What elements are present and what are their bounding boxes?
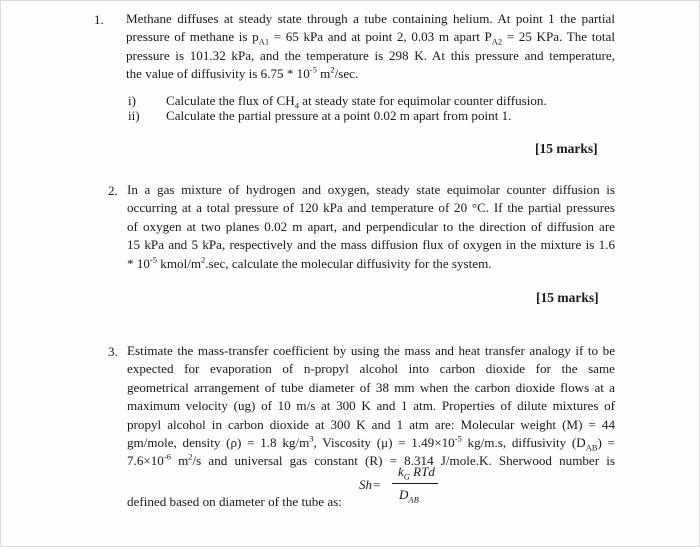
q3-line-5: propyl alcohol in carbon dioxide at 300 K and 1 atm are: Molecular weight (M) = 44 xyxy=(127,416,615,432)
question-2-text xyxy=(127,181,615,273)
q1-subitem-ii-text: Calculate the partial pressure at a point 0.02 m apart from point 1. xyxy=(166,108,512,123)
q1-subitem-i-text: Calculate the flux of $CH_4$ at steady state for equimolar counter diffusion. xyxy=(166,93,547,111)
question-2-number: 2. xyxy=(108,183,118,198)
q2-line-2: occurring at a total pressure of 120 kPa and temperature of 20 °C. If the partial pressures xyxy=(127,200,615,216)
q1-marks: [15 marks] xyxy=(535,141,598,156)
question-1-text xyxy=(126,10,615,84)
question-1-number: 1. xyxy=(94,12,104,27)
q3-line-1: Estimate the mass-transfer coefficient by using the mass and heat transfer analogy if to be xyxy=(127,343,615,358)
q1-line-4: the value of diffusivity is $6.75 * 10^{-5}$ $m^2/\sec$. xyxy=(126,64,359,82)
q3-line-2: expected for evaporation of n-propyl alcohol into carbon dioxide for the same xyxy=(127,361,615,377)
q2-line-5: * $10^{-5}$ kmol/$m^2.\sec$, calculate the molecular diffusivity for the system. xyxy=(127,254,492,271)
question-3-text xyxy=(127,342,615,471)
q2-line-4: 15 kPa and 5 kPa, respectively and the mass diffusion flux of oxygen in the mixture is 1.6 xyxy=(127,237,615,253)
q1-line-3: pressure is 101.32 kPa, and the temperature is 298 K. At this pressure and temperature, xyxy=(126,47,615,63)
q1-line-2: pressure of methane is $p_{A1} = 65$ kPa and at point 2, 0.03 m apart $P_{A2} = 25$ KPa. The total xyxy=(126,29,615,48)
q1-line-1: Methane diffuses at steady state through a tube containing helium. At point 1 the partial xyxy=(126,11,615,26)
q1-subitem-i-label: i) xyxy=(128,93,136,108)
q1-subitem-ii-label: ii) xyxy=(128,108,140,123)
q3-line-7: $7.6\times 10^{-6}$ $m^2/s$ and universal gas constant (R) = 8.314 J/mole.K. Sherwood number is xyxy=(127,452,615,469)
formula-numerator: $k_G$ RTd xyxy=(398,464,435,482)
q2-line-1: In a gas mixture of hydrogen and oxygen, steady state equimolar counter diffusion is xyxy=(127,182,615,197)
formula-denominator: $D_{AB}$ xyxy=(399,487,419,505)
q3-line-8: defined based on diameter of the tube as: xyxy=(127,494,342,509)
q3-line-4: maximum velocity (ug) of 10 m/s at 300 K and 1 atm. Properties of dilute mixtures of xyxy=(127,398,615,414)
question-3-number: 3. xyxy=(108,344,118,359)
formula-lhs: Sh= xyxy=(359,477,381,492)
q3-line-3: geometrical arrangement of tube diameter of 38 mm when the carbon dioxide flows at a xyxy=(127,379,615,395)
q2-line-3: of oxygen at two planes 0.02 m apart, and perpendicular to the direction of diffusion are xyxy=(127,218,615,234)
q2-marks: [15 marks] xyxy=(536,290,599,305)
q3-line-6: gm/mole, density (ρ) = 1.8 $kg/m^3$, Viscosity $(\mu) = 1.49\times 10^{-5}$ kg/m.s, diffusivity $(D_{AB})$ = xyxy=(127,433,615,453)
formula-fraction-bar xyxy=(392,483,438,484)
